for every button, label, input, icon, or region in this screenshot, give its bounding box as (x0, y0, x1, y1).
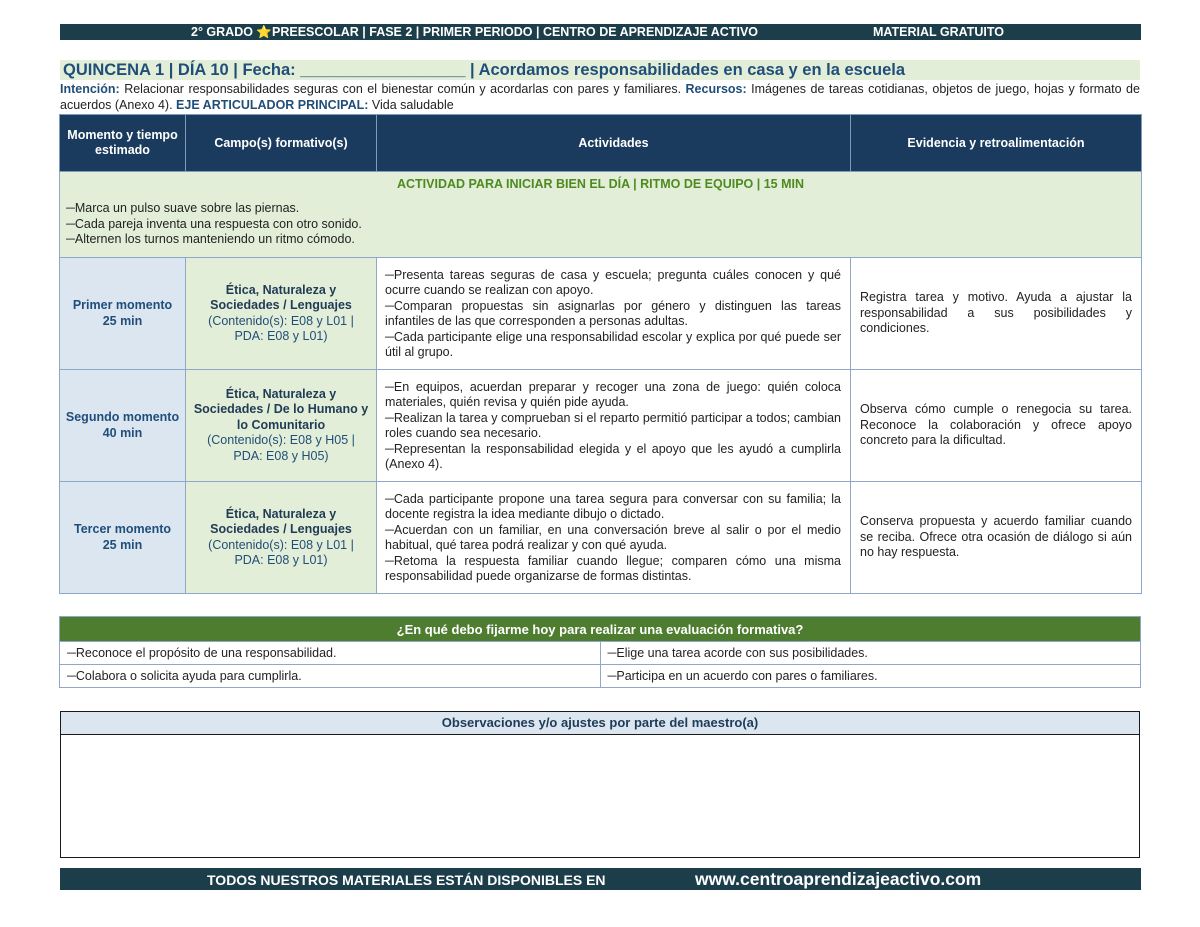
banner-left-text: 2° GRADO ⭐PREESCOLAR | FASE 2 | PRIMER PERIODO | CENTRO DE APRENDIZAJE ACTIVO (191, 25, 759, 39)
moment-name: Tercer momento (73, 522, 171, 536)
resources-text: Imágenes de tareas cotidianas, objetos de juego, hojas y formato de acuerdos (Anexo 4). (60, 82, 1140, 112)
list-item: ─Cada participante elige una responsabilidad escolar y explica por qué puede ser útil al grupo. (385, 329, 841, 359)
evaluation-title: ¿En qué debo fijarme hoy para realizar una evaluación formativa? (60, 617, 1141, 642)
field-cell (186, 482, 377, 594)
header-moment: Momento y tiempo estimado (60, 115, 186, 172)
axis-text: Vida saludable (371, 98, 454, 112)
evidence-cell: Observa cómo cumple o renegocia su tarea. Reconoce la colaboración y ofrece apoyo concreto para la dificultad. (851, 370, 1142, 482)
top-banner (60, 24, 1141, 40)
evaluation-table (59, 616, 1141, 688)
field-name: Ética, Naturaleza y Sociedades / Lenguajes (210, 506, 352, 536)
table-row (60, 370, 1142, 482)
list-item: ─Retoma la respuesta familiar cuando llegue; comparen cómo una misma responsabilidad puede organizarse de formas distintas. (385, 553, 841, 583)
list-item: ─Representan la responsabilidad elegida y el apoyo que les ayudó a cumplirla (Anexo 4). (385, 441, 841, 471)
header-activities: Actividades (377, 115, 851, 172)
observations-box (60, 711, 1140, 858)
day-title: QUINCENA 1 | DÍA 10 | Fecha: __________________ | Acordamos responsabilidades en casa y en la escuela (60, 60, 1140, 80)
activities-cell (377, 258, 851, 370)
moment-time: 25 min (102, 537, 143, 552)
warmup-list (66, 201, 1135, 248)
warmup-title: ACTIVIDAD PARA INICIAR BIEN EL DÍA | RITMO DE EQUIPO | 15 MIN (396, 177, 805, 191)
evaluation-item: ─Reconoce el propósito de una responsabilidad. (60, 642, 601, 665)
intent-label: Intención: (60, 82, 120, 96)
list-item: ─Cada participante propone una tarea segura para conversar con su familia; la docente registra la idea mediante dibujo o dictado. (385, 491, 841, 521)
header-field: Campo(s) formativo(s) (186, 115, 377, 172)
list-item: ─En equipos, acuerdan preparar y recoger una zona de juego: quién coloca materiales, quién revisa y quién pide ayuda. (385, 379, 841, 409)
moment-cell (60, 482, 186, 594)
list-item: ─Marca un pulso suave sobre las piernas. (66, 201, 300, 215)
evaluation-item: ─Participa en un acuerdo con pares o familiares. (600, 665, 1141, 688)
warmup-row (60, 172, 1142, 258)
list-item: ─Realizan la tarea y comprueban si el reparto permitió participar a todos; cambian roles cuando sea necesario. (385, 410, 841, 440)
moment-cell (60, 258, 186, 370)
footer-text: TODOS NUESTROS MATERIALES ESTÁN DISPONIBLES EN (207, 872, 606, 888)
list-item: ─Presenta tareas seguras de casa y escuela; pregunta cuáles conocen y qué ocurre cuando se realizan con apoyo. (385, 267, 841, 297)
axis-label: EJE ARTICULADOR PRINCIPAL: (176, 98, 369, 112)
list-item: ─Acuerdan con un familiar, en una conversación breve al salir o por el medio habitual, qué tarea podrá realizar y con qué ayuda. (385, 522, 841, 552)
footer-banner (60, 868, 1141, 890)
table-header-row (60, 115, 1142, 172)
list-item: ─Comparan propuestas sin asignarlas por género y distinguen las tareas infantiles de las que corresponden a personas adultas. (385, 298, 841, 328)
table-row (60, 258, 1142, 370)
field-content: (Contenido(s): E08 y L01 | PDA: E08 y L01) (208, 537, 354, 567)
intent-text: Relacionar responsabilidades seguras con el bienestar común y acordarlas con pares y familiares. (124, 82, 682, 96)
table-row (60, 482, 1142, 594)
field-content: (Contenido(s): E08 y H05 | PDA: E08 y H05) (207, 433, 355, 463)
moment-cell (60, 370, 186, 482)
banner-right-text: MATERIAL GRATUITO (873, 25, 1005, 39)
observations-title: Observaciones y/o ajustes por parte del maestro(a) (61, 712, 1139, 735)
moment-name: Primer momento (72, 298, 173, 312)
evidence-cell: Conserva propuesta y acuerdo familiar cuando se reciba. Ofrece otra ocasión de diálogo si aún no hay respuesta. (851, 482, 1142, 594)
field-name: Ética, Naturaleza y Sociedades / Lenguajes (210, 282, 352, 312)
evaluation-item: ─Colabora o solicita ayuda para cumplirla. (60, 665, 601, 688)
evaluation-item: ─Elige una tarea acorde con sus posibilidades. (600, 642, 1141, 665)
moment-time: 25 min (102, 313, 143, 328)
activities-table (59, 114, 1142, 594)
evidence-cell: Registra tarea y motivo. Ayuda a ajustar la responsabilidad a sus posibilidades y condiciones. (851, 258, 1142, 370)
table-row (60, 642, 1141, 665)
list-item: ─Alternen los turnos manteniendo un ritmo cómodo. (66, 232, 355, 246)
header-evidence: Evidencia y retroalimentación (851, 115, 1142, 172)
field-cell (186, 258, 377, 370)
field-name: Ética, Naturaleza y Sociedades / De lo Humano y lo Comunitario (193, 386, 369, 432)
list-item: ─Cada pareja inventa una respuesta con otro sonido. (66, 216, 362, 231)
intent-block (60, 81, 1140, 113)
footer-link[interactable]: www.centroaprendizajeactivo.com (695, 869, 982, 889)
table-row (60, 665, 1141, 688)
warmup-cell (60, 172, 1142, 258)
resources-label: Recursos: (685, 82, 747, 96)
moment-time: 40 min (102, 425, 143, 440)
observations-area[interactable] (61, 735, 1139, 855)
field-cell (186, 370, 377, 482)
activities-cell (377, 370, 851, 482)
field-content: (Contenido(s): E08 y L01 | PDA: E08 y L01) (208, 313, 354, 343)
activities-cell (377, 482, 851, 594)
moment-name: Segundo momento (65, 410, 180, 424)
